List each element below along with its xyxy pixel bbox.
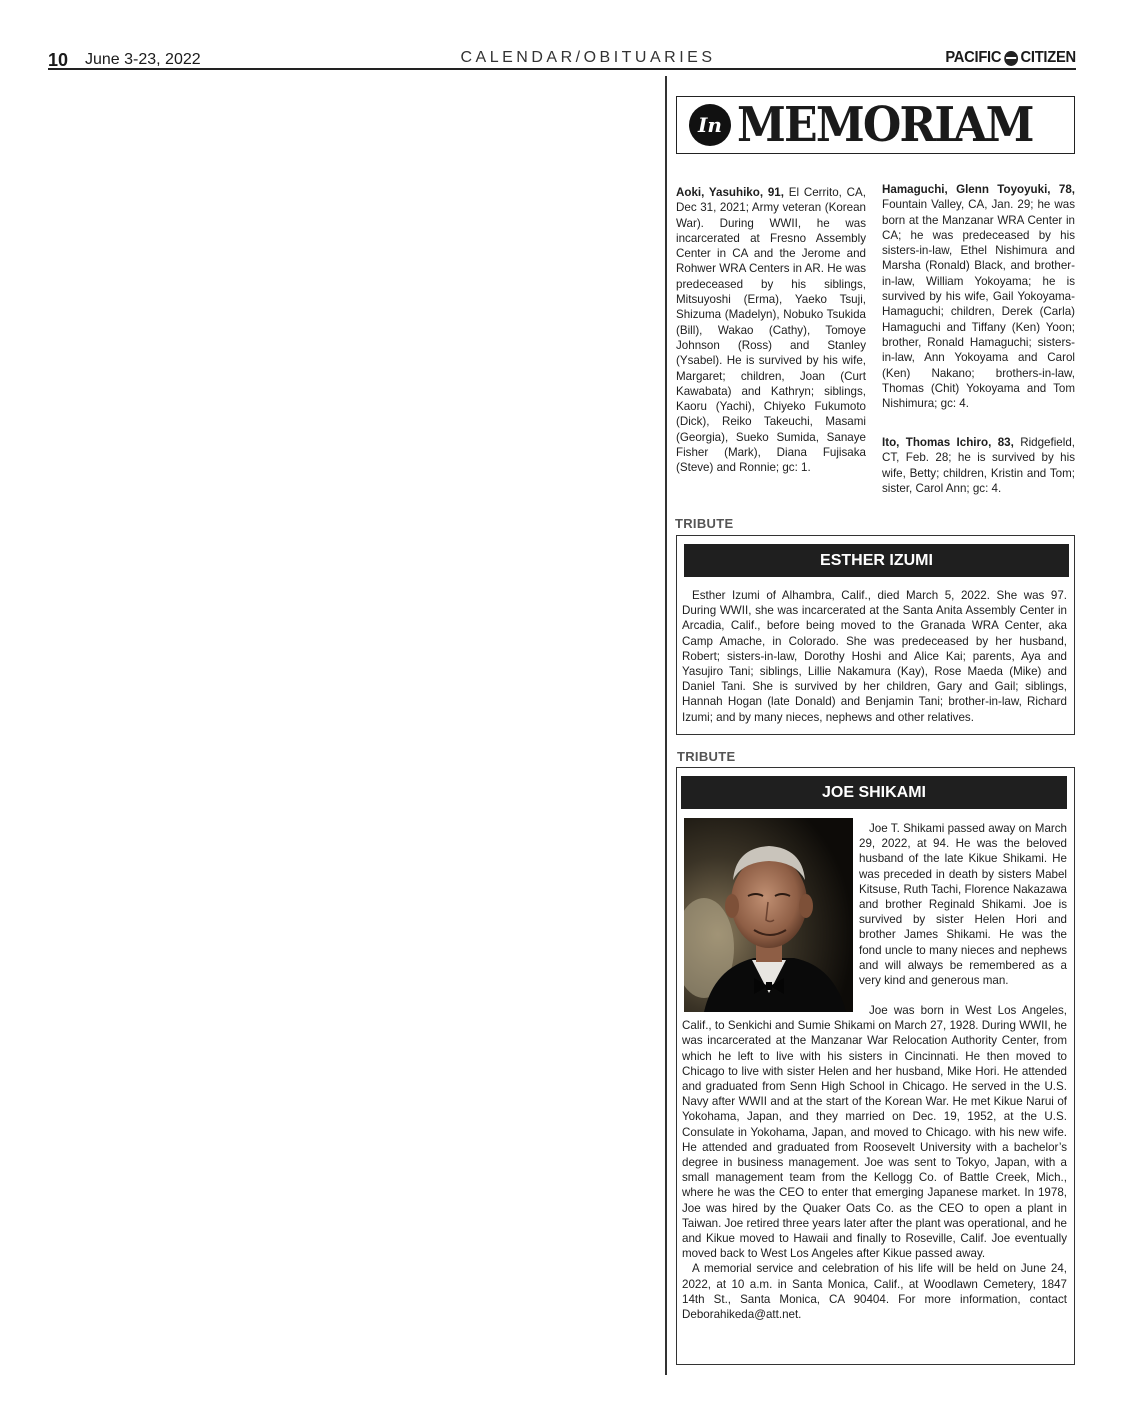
obituary-aoki [676, 185, 866, 476]
tribute-paragraph: Esther Izumi of Alhambra, Calif., died March 5, 2022. She was 97. During WWII, she was incarcerated at the Santa Anita Assembly Center in Arcadia, Calif., before being moved to the Granada WRA Center, aka Camp Amache, in Colorado. She was predeceased by her husband, Robert; sisters-in-law, Dorothy Hoshi and Alice Kai; parents, Aya and Yasujiro Tani; siblings, Lillie Nakamura (Kay), Rose Maeda (Mike) and Daniel Tani. She is survived by her children, Gary and Gail; siblings, Hannah Hogan (late Donald) and Benjamin Tani; brother-in-law, Richard Izumi; and by many nieces, nephews and other relatives. [682, 589, 1067, 724]
tribute-paragraph: Joe was born in West Los Angeles, Calif., to Senkichi and Sumie Shikami on March 27, 1928. During WWII, he was incarcerated at the Manzanar War Relocation Authority Center, from which he left to live with his sisters in Cincinnati. He then moved to Chicago to live with sister Helen and her husband, Mike Hori. He attended and graduated from Senn High School in Chicago. He served in the U.S. Navy after WWII and at the start of the Korean War. He met Kikue Narui of Yokohama, Japan, and they married on Dec. 19, 1952, at the U.S. Consulate in Yokohama, Japan, and moved to Chicago. with his new wife. He attended and graduated from Roosevelt University with a bachelor’s degree in business management. Joe was sent to Tokyo, Japan, with a small management team from the Kellogg Co. of Battle Creek, Mich., where he was the CEO to enter that emerging Japanese market. In 1978, Joe was hired by the Quaker Oats Co. as the CEO to open a plant in Taiwan. Joe retired three years later after the plant was operational, and he and Kikue moved to Hawaii and finally to Roseville, Calif. Joe eventually moved back to West Los Angeles after Kikue passed away. [682, 1004, 1067, 1261]
in-circle-icon: In [689, 104, 731, 146]
portrait-photo [684, 818, 853, 1012]
tribute-text-shikami-body [682, 1003, 1067, 1322]
tribute-text-shikami-intro [859, 821, 1067, 988]
page-header [48, 48, 1076, 70]
tribute-paragraph: Joe T. Shikami passed away on March 29, 2022, at 94. He was the beloved husband of the late Kikue Shikami. He was preceded in death by sisters Mabel Kitsuse, Ruth Tachi, Florence Nakazawa and brother Reginald Shikami. Joe is survived by sister Helen Hori and brother James Shikami. He was the fond uncle to many nieces and nephews and will always be remembered as a very kind and generous man. [859, 822, 1067, 988]
globe-icon [1004, 51, 1018, 66]
obituary-name: Aoki, Yasuhiko, 91, [676, 186, 784, 199]
masthead-right: CITIZEN [1020, 49, 1076, 66]
tribute-label: TRIBUTE [677, 749, 736, 764]
masthead-left: PACIFIC [945, 49, 1002, 66]
section-name: CALENDAR/OBITUARIES [460, 49, 716, 66]
obituary-text: El Cerrito, CA, Dec 31, 2021; Army veteran (Korean War). During WWII, he was incarcerated at Fresno Assembly Center in CA and the Jerome and Rohwer WRA Centers in AR. He was predeceased by his siblings, Mitsuyoshi (Erma), Yaeko Tsuji, Shizuma (Madelyn), Nobuko Tsukida (Bill), Wakao (Cathy), Tomoye Johnson (Ross) and Stanley (Ysabel). He is survived by his wife, Margaret; children, Joan (Curt Kawabata) and Kathryn; siblings, Kaoru (Yachi), Chiyeko Fukumoto (Dick), Reiko Takeuchi, Masami (Georgia), Sueko Sumida, Sanaye Fisher (Mark), Diana Fujisaka (Steve) and Ronnie; gc: 1. [676, 186, 866, 475]
obituary-text: Ridgefield, CT, Feb. 28; he is survived by his wife, Betty; children, Kristin and Tom; sister, Carol Ann; gc: 4. [882, 436, 1075, 495]
obituary-ito [882, 435, 1075, 496]
obituary-hamaguchi [882, 182, 1075, 411]
tribute-paragraph: A memorial service and celebration of his life will be held on June 24, 2022, at 10 a.m. in Santa Monica, Calif., at Woodlawn Cemetery, 1847 14th St., Santa Monica, CA 90404. For more information, contact Deborahikeda@att.net. [682, 1262, 1067, 1322]
tribute-name-izumi: ESTHER IZUMI [684, 544, 1069, 577]
issue-date: June 3-23, 2022 [85, 51, 201, 68]
memoriam-banner [676, 96, 1075, 154]
memoriam-title: MEMORIAM [737, 97, 1033, 153]
masthead-logo [946, 49, 1076, 67]
tribute-name-shikami: JOE SHIKAMI [681, 776, 1067, 809]
obituary-text: Fountain Valley, CA, Jan. 29; he was born at the Manzanar WRA Center in CA; he was predeceased by his sisters-in-law, Ethel Nishimura and Marsha (Ronald) Black, and brother-in-law, William Yokoyama; he is survived by his wife, Gail Yokoyama-Hamaguchi; children, Derek (Carla) Hamaguchi and Tiffany (Ken) Yoon; brother, Ronald Hamaguchi; sisters-in-law, Ann Yokoyama and Carol (Ken) Nakano; brothers-in-law, Thomas (Chit) Yokoyama and Tom Nishimura; gc: 4. [882, 198, 1075, 411]
tribute-label: TRIBUTE [675, 516, 734, 531]
obituary-name: Ito, Thomas Ichiro, 83, [882, 436, 1014, 449]
column-divider [665, 76, 667, 1375]
page-number: 10 [48, 50, 69, 70]
tribute-text-izumi [682, 588, 1067, 725]
obituary-name: Hamaguchi, Glenn Toyoyuki, 78, [882, 183, 1075, 196]
